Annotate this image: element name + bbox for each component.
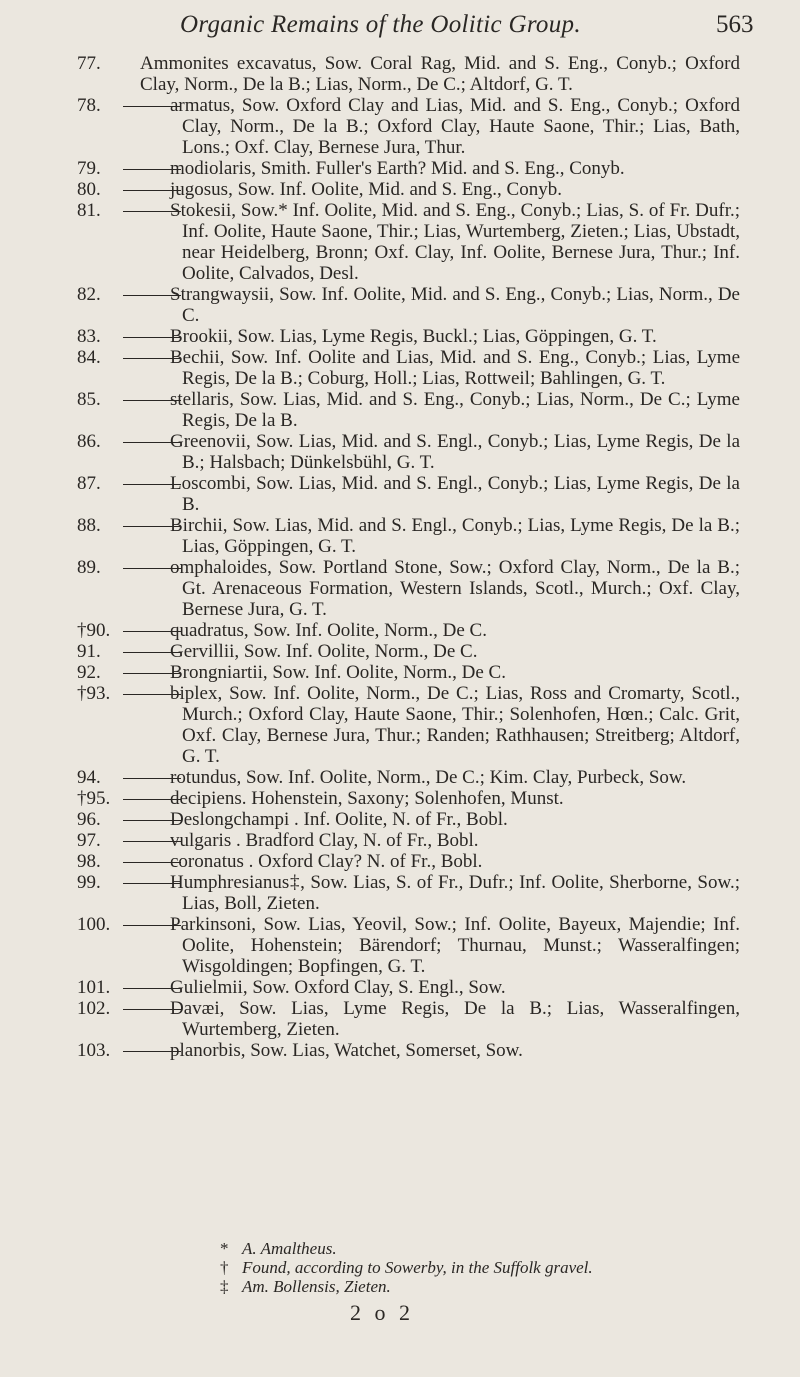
ditto-rule	[123, 1051, 181, 1052]
list-item	[0, 998, 800, 1040]
footnote-mark: *	[220, 1239, 229, 1258]
entry-text: Deslongchampi . Inf. Oolite, N. of Fr., Bobl.	[170, 809, 508, 830]
ditto-rule	[123, 799, 181, 800]
entry-number: 77.	[77, 53, 101, 74]
entry-text: decipiens. Hohenstein, Saxony; Solenhofen, Munst.	[170, 788, 564, 809]
entry-text: rotundus, Sow. Inf. Oolite, Norm., De C.; Kim. Clay, Purbeck, Sow.	[170, 767, 687, 788]
running-header	[0, 5, 800, 45]
footnote-mark: †	[220, 1258, 229, 1277]
entry-number: 85.	[77, 389, 101, 410]
entry-text: jugosus, Sow. Inf. Oolite, Mid. and S. Eng., Conyb.	[170, 179, 562, 200]
list-item	[0, 200, 800, 284]
entry-number: 79.	[77, 158, 101, 179]
entry-text: Brookii, Sow. Lias, Lyme Regis, Buckl.; Lias, Göppingen, G. T.	[170, 326, 657, 347]
list-item	[0, 809, 800, 830]
ditto-rule	[123, 1009, 181, 1010]
footnote-text: A. Amaltheus.	[242, 1239, 337, 1258]
entry-text: Gulielmii, Sow. Oxford Clay, S. Engl., Sow.	[170, 977, 506, 998]
list-item	[0, 389, 800, 431]
list-item	[0, 977, 800, 998]
entry-number: 78.	[77, 95, 101, 116]
ditto-rule	[123, 568, 181, 569]
entry-number: 80.	[77, 179, 101, 200]
ditto-rule	[123, 778, 181, 779]
entry-text: vulgaris . Bradford Clay, N. of Fr., Bobl.	[170, 830, 479, 851]
ditto-rule	[123, 988, 181, 989]
entry-number: 101.	[77, 977, 111, 998]
species-list	[0, 53, 800, 1061]
entry-text: Brongniartii, Sow. Inf. Oolite, Norm., De C.	[170, 662, 506, 683]
page-number: 563	[716, 11, 754, 38]
list-item	[0, 326, 800, 347]
list-item	[0, 872, 800, 914]
ditto-rule	[123, 400, 181, 401]
entry-number: 86.	[77, 431, 101, 452]
entry-text: Parkinsoni, Sow. Lias, Yeovil, Sow.; Inf. Oolite, Bayeux, Majendie; Inf. Oolite, Hohenstein; Bärendorf; Thurnau, Munst.; Wasseralfingen; Wisgoldingen; Bopfingen, G. T.	[170, 914, 740, 977]
entry-number: 92.	[77, 662, 101, 683]
footnote-text: Found, according to Sowerby, in the Suffolk gravel.	[242, 1258, 593, 1277]
entry-text: Bechii, Sow. Inf. Oolite and Lias, Mid. and S. Eng., Conyb.; Lias, Lyme Regis, De la B.; Coburg, Holl.; Lias, Rottweil; Bahlingen, G. T.	[170, 347, 740, 389]
list-item	[0, 1040, 800, 1061]
entry-number: 94.	[77, 767, 101, 788]
running-title: Organic Remains of the Oolitic Group.	[180, 11, 581, 38]
entry-text: Humphresianus‡, Sow. Lias, S. of Fr., Dufr.; Inf. Oolite, Sherborne, Sow.; Lias, Boll, Zieten.	[170, 872, 740, 914]
list-item	[0, 830, 800, 851]
ditto-rule	[123, 526, 181, 527]
ditto-rule	[123, 652, 181, 653]
entry-number: 89.	[77, 557, 101, 578]
list-item	[0, 683, 800, 767]
footnote-text: Am. Bollensis, Zieten.	[242, 1277, 391, 1296]
entry-text: quadratus, Sow. Inf. Oolite, Norm., De C.	[170, 620, 487, 641]
entry-number: 82.	[77, 284, 101, 305]
ditto-rule	[123, 211, 181, 212]
entry-number: 97.	[77, 830, 101, 851]
list-item	[0, 641, 800, 662]
ditto-rule	[123, 169, 181, 170]
ditto-rule	[123, 673, 181, 674]
ditto-rule	[123, 442, 181, 443]
list-item	[0, 662, 800, 683]
entry-text: Loscombi, Sow. Lias, Mid. and S. Engl., Conyb.; Lias, Lyme Regis, De la B.	[170, 473, 740, 515]
entry-number: 83.	[77, 326, 101, 347]
footnote	[220, 1277, 800, 1296]
entry-text: Ammonites excavatus, Sow. Coral Rag, Mid. and S. Eng., Conyb.; Oxford Clay, Norm., De la B.; Lias, Norm., De C.; Altdorf, G. T.	[140, 53, 740, 95]
list-item	[0, 767, 800, 788]
ditto-rule	[123, 631, 181, 632]
footnote	[220, 1239, 800, 1258]
ditto-rule	[123, 358, 181, 359]
ditto-rule	[123, 862, 181, 863]
ditto-rule	[123, 484, 181, 485]
entry-number: 100.	[77, 914, 111, 935]
list-item	[0, 914, 800, 977]
footnotes	[0, 1239, 800, 1296]
list-item	[0, 620, 800, 641]
ditto-rule	[123, 820, 181, 821]
entry-text: coronatus . Oxford Clay? N. of Fr., Bobl.	[170, 851, 483, 872]
list-item	[0, 851, 800, 872]
entry-text: planorbis, Sow. Lias, Watchet, Somerset, Sow.	[170, 1040, 523, 1061]
entry-number: 98.	[77, 851, 101, 872]
ditto-rule	[123, 337, 181, 338]
entry-number: †95.	[77, 788, 111, 809]
footnote-mark: ‡	[220, 1277, 229, 1296]
signature-mark: 2 o 2	[350, 1300, 414, 1325]
entry-text: Greenovii, Sow. Lias, Mid. and S. Engl., Conyb.; Lias, Lyme Regis, De la B.; Halsbach; Dünkelsbühl, G. T.	[170, 431, 740, 473]
entry-number: 102.	[77, 998, 111, 1019]
ditto-rule	[123, 694, 181, 695]
ditto-rule	[123, 841, 181, 842]
entry-text: Birchii, Sow. Lias, Mid. and S. Engl., Conyb.; Lias, Lyme Regis, De la B.; Lias, Göppingen, G. T.	[170, 515, 740, 557]
entry-text: modiolaris, Smith. Fuller's Earth? Mid. and S. Eng., Conyb.	[170, 158, 625, 179]
list-item	[0, 557, 800, 620]
entry-text: biplex, Sow. Inf. Oolite, Norm., De C.; Lias, Ross and Cromarty, Scotl., Murch.; Oxford Clay, Haute Saone, Thir.; Solenhofen, Hœn.; Calc. Grit, Oxf. Clay, Bernese Jura, Thur.; Randen; Rathhausen; Streitberg; Altdorf, G. T.	[170, 683, 740, 767]
entry-number: †93.	[77, 683, 111, 704]
entry-number: 81.	[77, 200, 101, 221]
list-item	[0, 473, 800, 515]
list-item	[0, 515, 800, 557]
entry-number: 87.	[77, 473, 101, 494]
list-item	[0, 95, 800, 158]
entry-text: Strangwaysii, Sow. Inf. Oolite, Mid. and S. Eng., Conyb.; Lias, Norm., De C.	[170, 284, 740, 326]
entry-number: 96.	[77, 809, 101, 830]
entry-number: 99.	[77, 872, 101, 893]
entry-number: 91.	[77, 641, 101, 662]
list-item	[0, 284, 800, 326]
ditto-rule	[123, 295, 181, 296]
entry-number: 103.	[77, 1040, 111, 1061]
list-item	[0, 347, 800, 389]
ditto-rule	[123, 106, 181, 107]
list-item	[0, 158, 800, 179]
list-item	[0, 53, 800, 95]
entry-text: Davæi, Sow. Lias, Lyme Regis, De la B.; Lias, Wasseralfingen, Wurtemberg, Zieten.	[170, 998, 740, 1040]
list-item	[0, 431, 800, 473]
ditto-rule	[123, 883, 181, 884]
list-item	[0, 788, 800, 809]
entry-text: Stokesii, Sow.* Inf. Oolite, Mid. and S. Eng., Conyb.; Lias, S. of Fr. Dufr.; Inf. Oolite, Haute Saone, Thir.; Lias, Wurtemberg, Zieten.; Lias, Ubstadt, near Heidelberg, Bronn; Oxf. Clay, Inf. Oolite, Bernese Jura, Thur.; Inf. Oolite, Calvados, Desl.	[170, 200, 740, 284]
entry-number: 88.	[77, 515, 101, 536]
entry-text: stellaris, Sow. Lias, Mid. and S. Eng., Conyb.; Lias, Norm., De C.; Lyme Regis, De la B.	[170, 389, 740, 431]
entry-text: Gervillii, Sow. Inf. Oolite, Norm., De C.	[170, 641, 478, 662]
ditto-rule	[123, 190, 181, 191]
entry-text: omphaloides, Sow. Portland Stone, Sow.; Oxford Clay, Norm., De la B.; Gt. Arenaceous Formation, Western Islands, Scotl., Murch.; Oxf. Clay, Bernese Jura, G. T.	[170, 557, 740, 620]
ditto-rule	[123, 925, 181, 926]
entry-text: armatus, Sow. Oxford Clay and Lias, Mid. and S. Eng., Conyb.; Oxford Clay, Norm., De la B.; Oxford Clay, Haute Saone, Thir.; Lias, Bath, Lons.; Oxf. Clay, Bernese Jura, Thur.	[170, 95, 740, 158]
list-item	[0, 179, 800, 200]
entry-number: 84.	[77, 347, 101, 368]
entry-number: †90.	[77, 620, 111, 641]
footnote	[220, 1258, 800, 1277]
